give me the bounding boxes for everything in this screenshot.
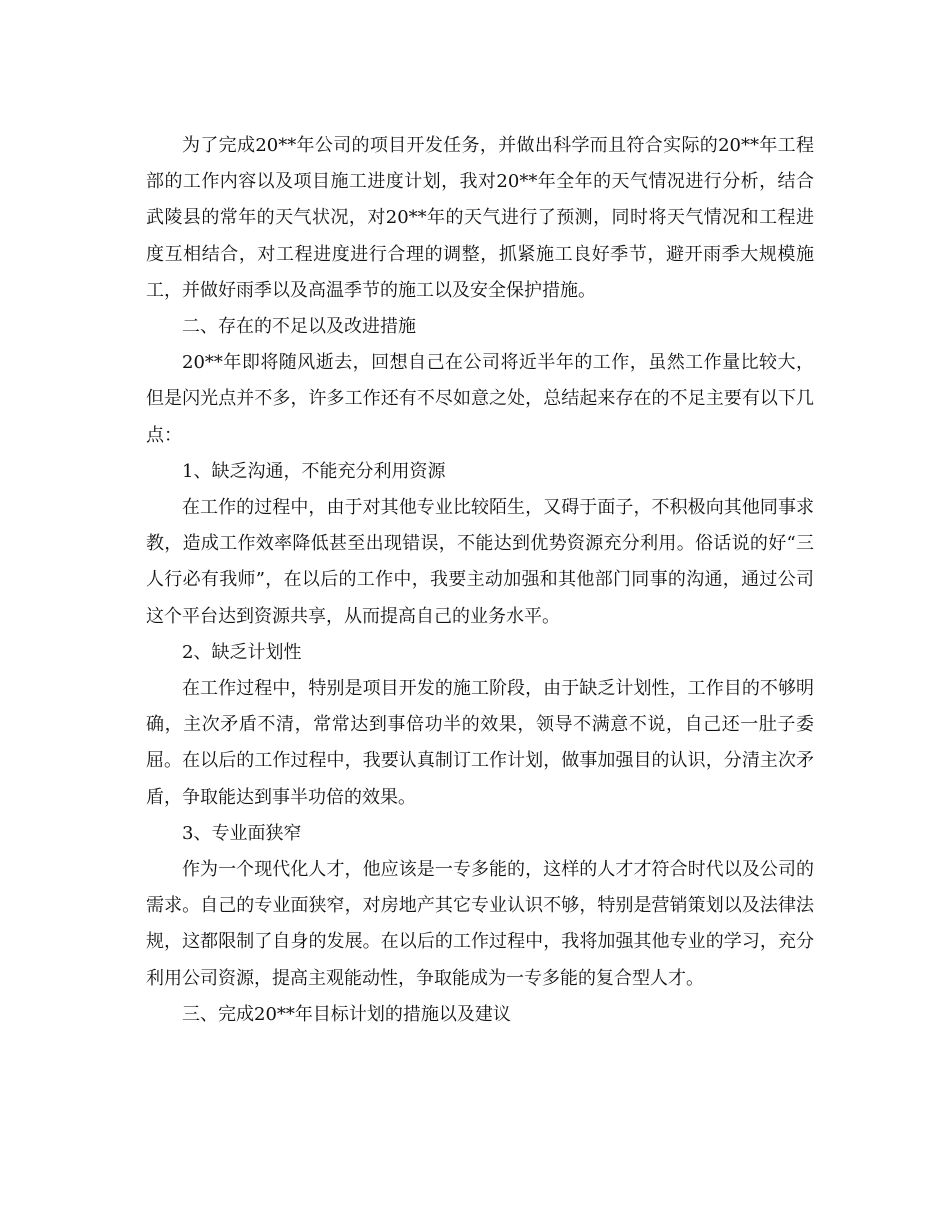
paragraph-summary: 20**年即将随风逝去，回想自己在公司将近半年的工作，虽然工作量比较大，但是闪光点并不多，许多工作还有不尽如意之处，总结起来存在的不足主要有以下几点：	[146, 352, 814, 446]
document-body	[146, 128, 814, 1033]
heading-shortcomings: 二、存在的不足以及改进措施	[182, 316, 416, 338]
heading-narrow-expertise: 3、专业面狭窄	[182, 822, 302, 844]
paragraph-planning: 在工作过程中，特别是项目开发的施工阶段，由于缺乏计划性，工作目的不够明确，主次矛盾不清，常常达到事倍功半的效果，领导不满意不说，自己还一肚子委屈。在以后的工作过程中，我要认真制订工作计划，做事加强目的认识，分清主次矛盾，争取能达到事半功倍的效果。	[146, 678, 814, 808]
paragraph-communication: 在工作的过程中，由于对其他专业比较陌生，又碍于面子，不积极向其他同事求教，造成工作效率降低甚至出现错误，不能达到优势资源充分利用。俗话说的好“三人行必有我师”，在以后的工作中，我要主动加强和其他部门同事的沟通，通过公司这个平台达到资源共享，从而提高自己的业务水平。	[146, 497, 814, 627]
paragraph-narrow-expertise: 作为一个现代化人才，他应该是一专多能的，这样的人才才符合时代以及公司的需求。自己的专业面狭窄，对房地产其它专业认识不够，特别是营销策划以及法律法规，这都限制了自身的发展。在以后的工作过程中，我将加强其他专业的学习，充分利用公司资源，提高主观能动性，争取能成为一专多能的复合型人才。	[146, 859, 814, 989]
heading-measures: 三、完成20**年目标计划的措施以及建议	[182, 1003, 511, 1025]
heading-planning: 2、缺乏计划性	[182, 641, 302, 663]
paragraph-weather-plan: 为了完成20**年公司的项目开发任务，并做出科学而且符合实际的20**年工程部的工作内容以及项目施工进度计划，我对20**年全年的天气情况进行分析，结合武陵县的常年的天气状况，对20**年的天气进行了预测，同时将天气情况和工程进度互相结合，对工程进度进行合理的调整，抓紧施工良好季节，避开雨季大规模施工，并做好雨季以及高温季节的施工以及安全保护措施。	[146, 135, 814, 301]
heading-communication: 1、缺乏沟通，不能充分利用资源	[182, 460, 446, 482]
